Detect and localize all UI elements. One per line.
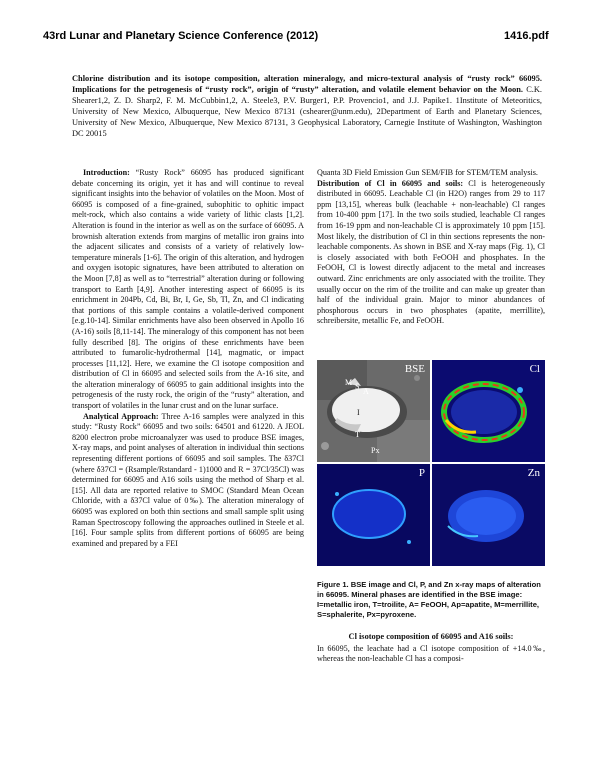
zn-map-panel — [432, 464, 545, 566]
annotation-px: Px — [371, 446, 380, 455]
cl-map — [432, 360, 545, 462]
annotation-t: T — [355, 430, 360, 439]
continued-text: Quanta 3D Field Emission Gun SEM/FIB for STEM/TEM analysis. — [317, 168, 538, 177]
zn-label: Zn — [527, 467, 540, 479]
intro-paragraph — [72, 168, 304, 412]
p-map — [317, 464, 430, 566]
approach-heading: Analytical Approach: — [83, 411, 159, 421]
conference-header: 43rd Lunar and Planetary Science Conference (2012) — [43, 30, 319, 42]
paper-id: 1416.pdf — [504, 30, 549, 42]
section-text: In 66095, the leachate had a Cl isotope composition of +14.0‰, whereas the non-leachable Cl has a composi- — [317, 643, 545, 664]
approach-paragraph — [72, 412, 304, 550]
intro-heading: Introduction: — [83, 168, 130, 177]
right-column — [317, 168, 545, 327]
section-heading: Cl isotope composition of 66095 and A16 soils: — [348, 632, 514, 641]
left-column — [72, 168, 304, 549]
cl-label: Cl — [529, 363, 540, 375]
bse-label: BSE — [404, 363, 425, 375]
title-block — [72, 74, 542, 139]
authors-affiliations: C.K. Shearer1,2, Z. D. Sharp2, F. M. McCubbin1,2, A. Steele3, P.V. Burger1, P.P. Provencio1, and J.J. Papike1. 1Institute of Meteoritics, University of New Mexico, Albuquerque, New Mexico 87131 (cshearer@unm.edu), 2Department of Earth and Planetary Sciences, University of New Mexico, Albuquerque, New Mexico 87131, 3 Geophysical Laboratory, Carnegie Institute of Washington, Washington DC 20015 — [72, 84, 543, 138]
paper-title: Chlorine distribution and its isotope composition, alteration mineralogy, and micro-textural analysis of “rusty rock” 66095. Implications for the petrogenesis of “rusty rock”, origin of “rusty” alteration, and volatile element behavior on the Moon. — [72, 74, 542, 94]
intro-text: “Rusty Rock” 66095 has produced significant debate concerning its origin, yet it has and will continue to reveal significant insights into the behavior of volatiles on the Moon. Most of 66095 is composed of a fine-grained, subophitic to ophitic impact melt-rock, which also contains a wide variety of lithic clasts [1,2]. Alteration is found in the interior as well as on the surface of 66095. A brownish alteration extends from margins of metallic iron grains into the adjacent silicates and consists of a variety of relatively low-temperature minerals [1-6]. The origin of this alteration, and hydrogen and oxygen isotopic signatures, have been attributed to alteration on the Moon [7,8] as well as to “terrestrial” alteration during or following transport to Earth [4,9]. Another interesting aspect of 66095 is its enrichment in 204Pb, Cd, Bi, Br, I, Ge, Sb, Tl, Zn, and Cl indicating that portions of this sample contains a volatile-derived component [e.g.10-14]. Similar enrichments have also been observed in Apollo 16 (A-16) soils [8,11-14]. The mineralogy of this component has not been fully described [8]. The origins of these enrichments have been attributed to fumarolic-hydrothermal [14], magmatic, or impact processes [11,12]. Here, we examine the Cl isotope composition and distribution of Cl in 66095 and selected soils from the A-16 site, and the alteration mineralogy of 66095 to gain additional insights into the petrogenesis of the rusty rock, the origin of the “rusty” alteration, and transport of volatiles in the lunar crust and on the lunar surface. — [72, 168, 304, 411]
annotation-a: A — [363, 387, 369, 396]
zn-map — [432, 464, 545, 566]
figure-caption: Figure 1. BSE image and Cl, P, and Zn x-ray maps of alteration in 66095. Mineral phases are identified in the BSE image: I=metallic iron, T=troilite, A= FeOOH, Ap=apatite, M=merrillite, S=sphalerite, Px=pyroxene. — [317, 580, 541, 619]
annotation-i: I — [357, 408, 360, 417]
section-cl-isotope — [317, 632, 545, 665]
cl-map-panel — [432, 360, 545, 462]
annotation-s: S — [355, 382, 360, 391]
distribution-text: Cl is heterogeneously distributed in 66095. Leachable Cl (in H2O) ranges from 29 to 117 ppm [13,15], whereas bulk (leachable + non-leachable) Cl ranges from 10-400 ppm [17]. In the two soils studied, leachable Cl ranges from 16-19 ppm and non-leachable Cl is approximately 10 ppm [15]. Most likely, the distribution of Cl in thin sections represents the non-leachable components. As shown in BSE and X-ray maps (Fig. 1), Cl is closely associated with both FeOOH and phosphates. In the FeOOH, Cl is lowest directly adjacent to the metal and increases outward. Zinc enrichments are only associated with the troilite. They usually occur on the rim of the troilite and can make up greater than half of the individual grain. Major to minor abundances of phosphorous occurs in two phosphates (apatite, merrillite), schreibersite, metallic Fe, and FeOOH. — [317, 178, 545, 326]
p-map-panel — [317, 464, 430, 566]
figure-1 — [317, 360, 545, 566]
bse-panel — [317, 360, 430, 462]
p-label: P — [418, 467, 425, 479]
distribution-heading: Distribution of Cl in 66095 and soils: — [317, 178, 464, 188]
distribution-paragraph — [317, 179, 545, 327]
annotation-m: M — [345, 378, 353, 387]
approach-text: Three A-16 samples were analyzed in this study: “Rusty Rock” 66095 and two soils: 64501 and 61220. A JEOL 8200 electron probe microanalyzer was used to produce BSE images, X-ray maps, and point analyses of alteration in individual thin sections representing different portions of 66095 and soil samples. The δ37Cl (where δ37Cl = (Rsample/Rstandard - 1)1000 and R = 37Cl/35Cl) was determined for 66095 and A16 soils using the method of Sharp et al. [15]. All data are reported relative to SMOC (Standard Mean Ocean Chloride, with a δ37Cl value of 0‰). The alteration mineralogy of 66095 was explored on both thin sections and small sample split using Raman Spectroscopy following the approaches outlined in Steele et al. [16]. Four sample splits from different portions of 66095 are being examined and prepared by a FEI — [72, 411, 305, 548]
